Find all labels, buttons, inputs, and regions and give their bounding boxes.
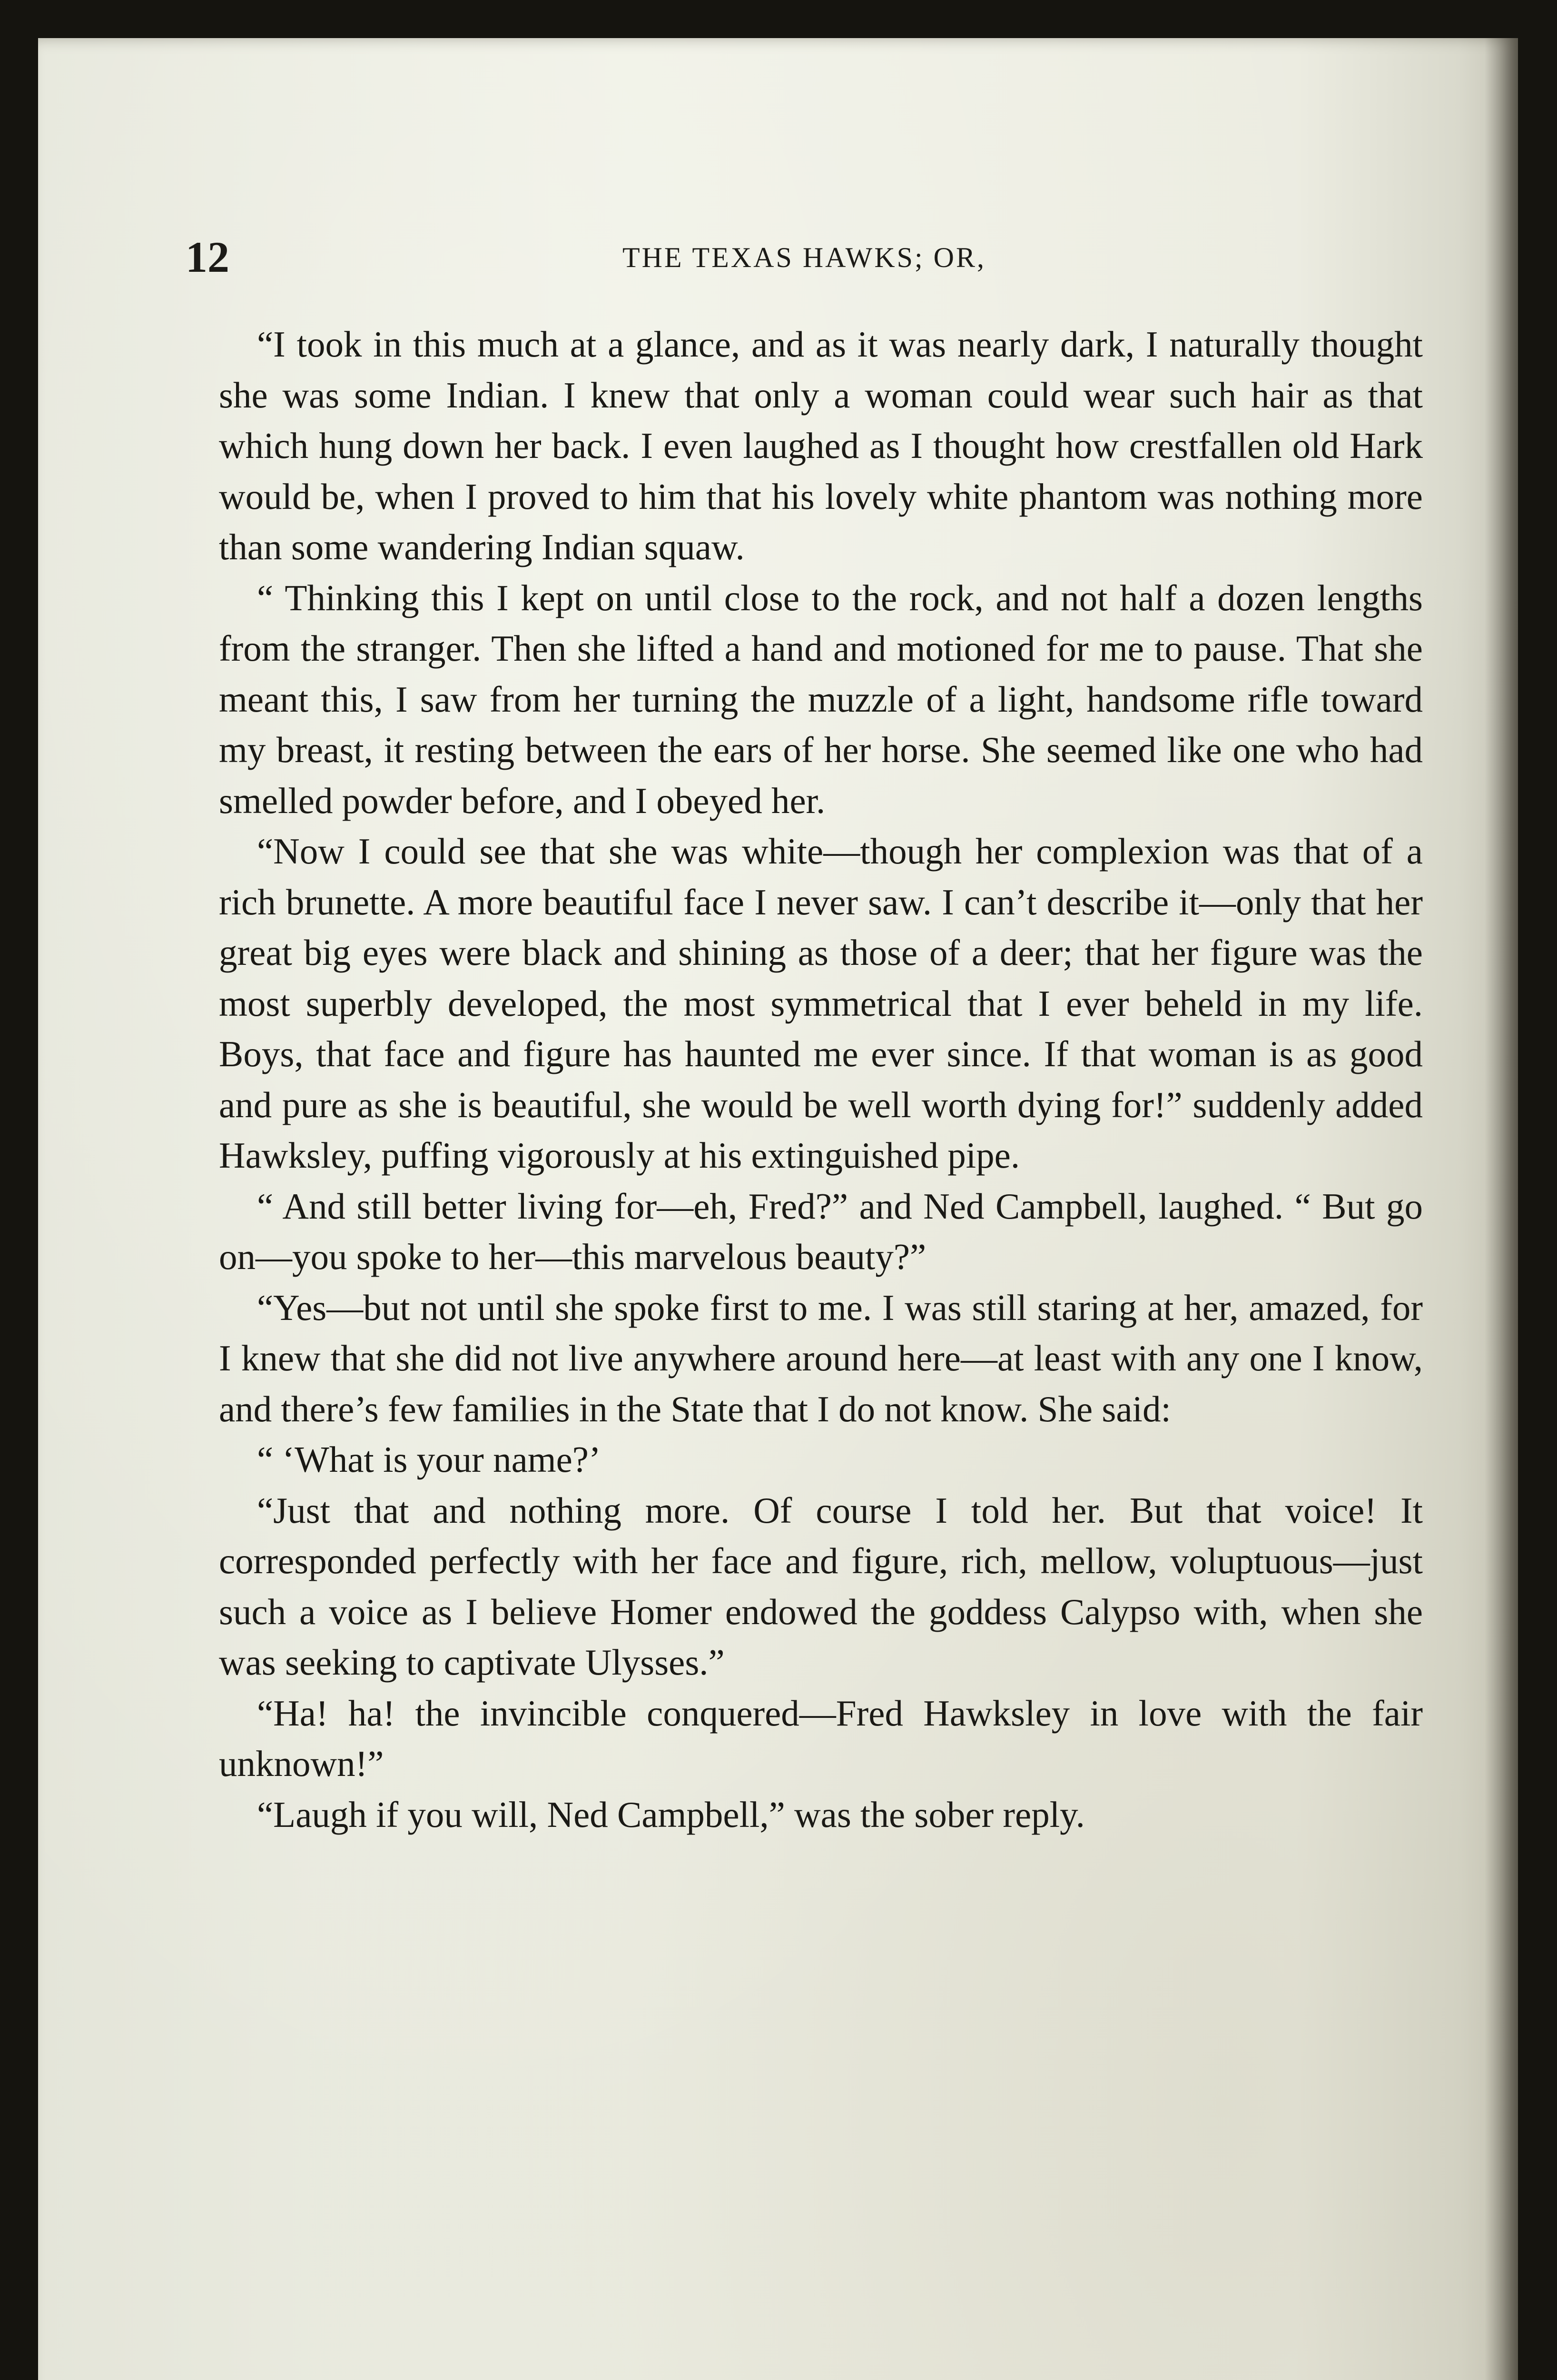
paragraph: “I took in this much at a glance, and as it was nearly dark, I naturally thought she was some Indian. I knew that only a woman could wear such hair as that which hung down her back. I even laughed as I thought how crestfallen old Hark would be, when I proved to him that his lovely white phantom was nothing more than some wandering Indian squaw.	[219, 324, 1423, 567]
body-text	[219, 319, 1423, 1840]
paragraph: “ And still better living for—eh, Fred?” and Ned Campbell, laughed. “ But go on—you spoke to her—this marvelous beauty?”	[219, 1185, 1423, 1277]
page-number: 12	[186, 233, 229, 281]
paragraph: “ Thinking this I kept on until close to the rock, and not half a dozen lengths from the stranger. Then she lifted a hand and motioned for me to pause. That she meant this, I saw from her turning the muzzle of a light, handsome rifle toward my breast, it resting between the ears of her horse. She seemed like one who had smelled powder before, and I obeyed her.	[219, 577, 1423, 821]
paragraph: “Yes—but not until she spoke first to me. I was still staring at her, amazed, for I knew that she did not live anywhere around here—at least with any one I know, and there’s few families in the State that I do not know. She said:	[219, 1287, 1423, 1429]
page-spine-shadow	[1485, 38, 1518, 2380]
paragraph: “Laugh if you will, Ned Campbell,” was the sober reply.	[257, 1794, 1085, 1835]
page-header	[186, 233, 1423, 281]
paragraph: “Ha! ha! the invincible conquered—Fred Hawksley in love with the fair unknown!”	[219, 1692, 1423, 1784]
paragraph: “ ‘What is your name?’	[257, 1439, 601, 1480]
running-head: THE TEXAS HAWKS; OR,	[622, 242, 986, 273]
paragraph: “Now I could see that she was white—though her complexion was that of a rich brunette. A more beautiful face I never saw. I can’t describe it—only that her great big eyes were black and shining as those of a deer; that her figure was the most superbly developed, the most symmetrical that I ever beheld in my life. Boys, that face and figure has haunted me ever since. If that woman is as good and pure as she is beautiful, she would be well worth dying for!” suddenly added Hawksley, puffing vigorously at his extinguished pipe.	[219, 831, 1423, 1176]
book-page	[38, 38, 1518, 2380]
paragraph: “Just that and nothing more. Of course I told her. But that voice! It corresponded perfectly with her face and figure, rich, mellow, voluptuous—just such a voice as I believe Homer endowed the goddess Calypso with, when she was seeking to captivate Ulysses.”	[219, 1489, 1423, 1683]
